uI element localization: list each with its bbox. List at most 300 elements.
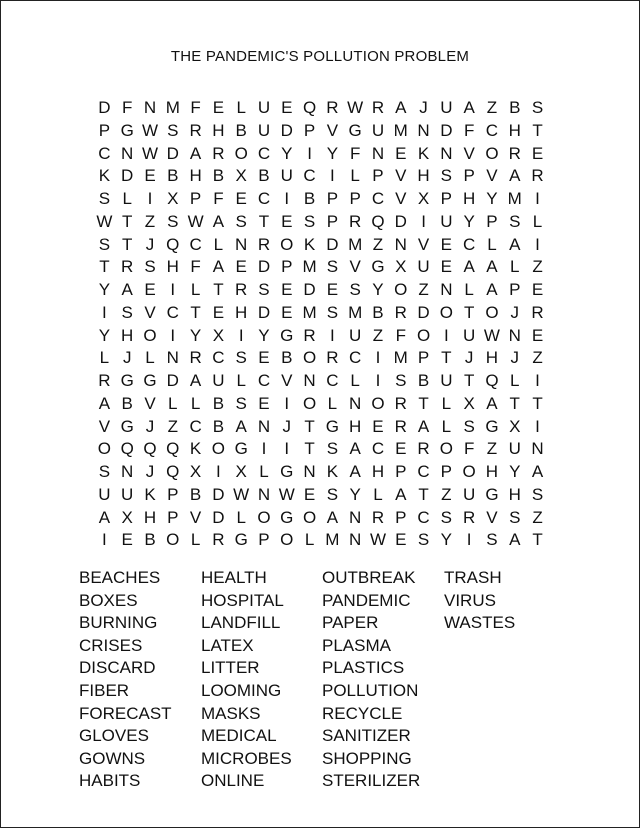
grid-letter: U [440,98,453,117]
grid-letter: W [96,211,113,231]
grid-letter: Z [532,348,543,368]
grid-letter: U [463,484,476,504]
grid-letter: S [235,211,247,231]
grid-letter: K [326,462,339,481]
grid-letter: H [349,416,362,436]
grid-letter: B [121,393,133,413]
grid-letter: M [393,348,408,368]
grid-letter: A [531,462,544,481]
grid-letter: P [281,257,293,277]
grid-letter: L [236,507,246,527]
grid-letter: A [463,98,475,117]
grid-letter: O [280,530,294,550]
grid-letter: L [304,530,315,550]
word-item: FORECAST [79,703,172,723]
word-item: CRISES [79,635,143,655]
grid-letter: I [170,280,176,299]
grid-letter: N [349,393,362,413]
grid-letter: V [144,393,156,413]
grid-letter: T [463,302,475,322]
grid-letter: X [235,166,247,186]
grid-letter: O [416,325,431,345]
grid-letter: P [258,530,270,550]
grid-row [93,256,549,279]
grid-letter: N [417,120,430,140]
grid-letter: Y [463,211,475,231]
word-item: TRASH [444,568,502,587]
grid-letter: I [147,189,153,208]
grid-letter: A [486,393,498,413]
grid-letter: L [350,166,360,186]
grid-letter: A [509,234,521,254]
grid-letter: S [167,120,179,140]
grid-letter: E [281,280,293,299]
grid-letter: P [303,120,316,140]
grid-letter: J [282,416,292,436]
grid-letter: H [212,120,225,140]
grid-letter: E [281,302,293,322]
grid-letter: O [439,439,453,459]
grid-letter: N [235,234,248,254]
grid-letter: M [348,234,363,254]
grid-letter: S [98,189,111,208]
grid-letter: K [144,484,156,504]
word-item: WASTES [444,613,516,633]
grid-letter: F [463,120,475,140]
grid-letter: E [212,98,225,117]
grid-row [93,416,549,439]
grid-letter: S [98,462,111,481]
word-column [201,567,322,793]
grid-letter: E [235,189,247,208]
grid-letter: T [190,302,201,322]
grid-letter: U [463,325,476,345]
grid-letter: Y [98,325,111,345]
grid-letter: Y [258,325,270,345]
grid-letter: I [421,211,426,231]
grid-letter: C [417,507,430,527]
grid-letter: F [463,439,475,459]
grid-letter: A [395,98,407,117]
grid-letter: I [284,189,290,208]
grid-letter: D [440,120,453,140]
grid-letter: Q [302,98,317,117]
grid-letter: P [98,120,111,140]
grid-letter: T [122,234,133,254]
grid-letter: F [213,189,224,208]
grid-letter: M [165,98,180,117]
grid-letter: G [120,371,134,390]
grid-letter: V [486,507,498,527]
grid-letter: L [441,393,452,413]
grid-letter: T [304,439,315,459]
grid-letter: S [531,484,544,504]
grid-letter: N [531,439,544,459]
grid-letter: C [189,234,202,254]
word-column [322,567,444,793]
grid-letter: V [463,143,475,163]
grid-letter: R [508,143,521,163]
grid-letter: G [234,439,248,459]
grid-letter: B [235,120,247,140]
grid-letter: E [531,143,544,163]
grid-letter: P [372,166,384,186]
grid-letter: R [326,98,339,117]
grid-letter: P [486,211,498,231]
grid-letter: G [348,120,362,140]
grid-letter: Q [166,462,180,481]
grid-letter: I [535,189,540,208]
word-item: BOXES [79,590,138,610]
grid-letter: D [166,371,179,390]
grid-letter: D [166,143,179,163]
grid-letter: Y [98,280,111,299]
grid-letter: P [440,189,453,208]
grid-letter: S [235,348,247,368]
grid-letter: Z [532,257,543,277]
word-item: LATEX [201,635,254,655]
grid-letter: P [349,189,361,208]
word-item: LANDFILL [201,613,281,633]
grid-letter: O [439,302,453,322]
grid-letter: S [395,371,407,390]
grid-letter: U [440,211,453,231]
grid-letter: F [349,143,361,163]
grid-row [93,302,549,325]
grid-letter: O [257,507,271,527]
grid-letter: U [121,484,134,504]
grid-row [93,165,549,188]
grid-letter: L [168,393,178,413]
grid-letter: W [141,143,159,163]
grid-letter: H [166,257,179,277]
grid-letter: T [532,120,543,140]
grid-letter: M [325,530,340,550]
word-item: GLOVES [79,726,149,746]
grid-letter: H [485,348,499,368]
grid-letter: R [303,325,316,345]
word-item: HABITS [79,771,141,791]
grid-letter: I [307,143,312,163]
grid-letter: R [349,211,362,231]
word-item: GOWNS [79,748,146,768]
grid-letter: C [349,348,362,368]
grid-letter: O [302,507,317,527]
grid-letter: X [167,189,179,208]
grid-letter: K [417,143,430,163]
grid-letter: D [280,120,293,140]
grid-letter: R [417,439,430,459]
grid-letter: W [187,211,204,231]
word-item: BEACHES [79,568,161,587]
grid-letter: J [464,348,474,368]
grid-letter: C [371,439,385,459]
grid-letter: Z [532,507,543,527]
grid-letter: W [233,484,250,504]
grid-letter: L [532,211,543,231]
grid-letter: V [281,371,293,390]
grid-letter: D [212,484,225,504]
grid-letter: P [463,166,475,186]
grid-row [93,279,549,302]
grid-letter: H [235,302,248,322]
grid-letter: P [440,462,453,481]
word-item: STERILIZER [322,771,421,791]
grid-letter: R [235,280,248,299]
grid-letter: A [486,280,498,299]
grid-letter: N [257,416,271,436]
grid-letter: R [257,234,271,254]
grid-letter: G [234,530,248,550]
grid-letter: U [508,439,521,459]
grid-letter: C [212,348,225,368]
grid-letter: I [216,462,221,481]
grid-letter: Z [418,280,429,299]
grid-letter: R [394,393,407,413]
grid-letter: X [395,257,407,277]
grid-letter: I [535,416,540,436]
grid-letter: R [189,348,202,368]
grid-letter: A [349,462,361,481]
grid-letter: D [212,507,225,527]
grid-letter: P [326,189,339,208]
grid-letter: R [394,416,407,436]
grid-letter: T [532,393,543,413]
grid-letter: Y [372,280,384,299]
grid-letter: O [302,348,317,368]
grid-row [93,325,549,348]
grid-letter: R [212,530,225,550]
grid-letter: A [235,416,247,436]
grid-letter: Q [166,439,180,459]
grid-letter: C [189,416,202,436]
grid-letter: V [144,302,156,322]
grid-letter: V [486,166,498,186]
grid-row [93,143,549,166]
grid-letter: C [326,371,339,390]
grid-row [93,507,549,530]
grid-letter: N [349,530,362,550]
grid-letter: Z [372,234,384,254]
grid-letter: J [145,234,155,254]
word-item: FIBER [79,680,130,700]
grid-letter: A [326,507,339,527]
grid-letter: E [372,416,384,436]
word-item: HOSPITAL [201,590,284,610]
grid-letter: U [98,484,111,504]
word-item: PAPER [322,613,379,633]
grid-letter: M [348,302,363,322]
grid-letter: R [326,348,339,368]
grid-row [93,234,549,257]
grid-letter: G [325,416,339,436]
grid-row [93,393,549,416]
grid-letter: S [326,484,339,504]
grid-letter: U [440,371,453,390]
grid-letter: E [258,348,270,368]
grid-letter: L [464,280,474,299]
word-item: ONLINE [201,771,265,791]
grid-letter: X [212,325,225,345]
grid-letter: L [236,371,246,390]
grid-letter: S [349,280,361,299]
grid-letter: I [375,348,381,368]
grid-letter: L [373,484,383,504]
grid-row [93,211,549,234]
grid-letter: B [281,348,293,368]
grid-letter: R [371,98,385,117]
grid-letter: A [189,371,202,390]
grid-letter: S [417,530,430,550]
grid-letter: W [347,98,364,117]
grid-letter: B [303,189,316,208]
grid-letter: R [212,143,225,163]
grid-letter: Z [144,211,156,231]
grid-letter: A [509,166,521,186]
grid-letter: I [535,371,540,390]
grid-letter: B [212,393,225,413]
grid-letter: D [417,302,430,322]
grid-letter: J [145,462,155,481]
grid-letter: P [167,484,179,504]
grid-letter: G [485,484,499,504]
word-item: MEDICAL [201,726,277,746]
grid-letter: V [189,507,202,527]
grid-letter: L [487,234,497,254]
grid-letter: Q [371,211,385,231]
grid-letter: L [350,371,360,390]
word-item: PANDEMIC [322,590,411,610]
grid-letter: A [212,211,225,231]
grid-letter: N [349,507,362,527]
grid-letter: R [121,257,134,277]
grid-letter: Y [349,484,361,504]
grid-letter: N [303,371,316,390]
grid-letter: V [417,234,430,254]
grid-letter: B [258,166,270,186]
grid-letter: E [440,257,453,277]
grid-letter: E [531,280,544,299]
grid-letter: C [98,143,111,163]
grid-letter: G [280,507,294,527]
grid-letter: E [395,439,407,459]
grid-letter: U [280,166,293,186]
grid-letter: Z [486,439,498,459]
grid-letter: L [327,393,338,413]
grid-letter: T [304,416,315,436]
grid-row [93,347,549,370]
grid-letter: R [531,302,544,322]
grid-letter: H [463,189,476,208]
grid-letter: O [280,234,294,254]
grid-letter: C [257,143,271,163]
grid-letter: Y [326,143,339,163]
grid-letter: I [102,302,107,322]
grid-letter: F [395,325,406,345]
grid-letter: R [531,166,544,186]
grid-letter: I [535,234,540,254]
grid-letter: T [509,393,520,413]
grid-letter: T [122,211,133,231]
grid-letter: S [98,234,111,254]
grid-letter: L [259,462,269,481]
grid-letter: U [212,371,225,390]
grid-letter: I [284,393,290,413]
grid-letter: C [463,234,476,254]
grid-letter: S [440,507,453,527]
grid-letter: C [257,371,271,390]
grid-letter: I [330,325,335,345]
grid-letter: S [463,416,475,436]
word-item: PLASMA [322,635,391,655]
grid-letter: V [349,257,361,277]
grid-letter: B [144,530,156,550]
grid-letter: B [167,166,179,186]
grid-letter: S [531,98,544,117]
grid-letter: Z [486,98,498,117]
grid-letter: P [167,507,179,527]
grid-letter: S [121,302,133,322]
grid-letter: J [419,98,428,117]
grid-letter: A [121,280,133,299]
grid-letter: H [508,484,521,504]
grid-letter: H [189,166,202,186]
grid-letter: N [508,325,521,345]
word-item: POLLUTION [322,680,419,700]
grid-letter: P [395,507,407,527]
grid-letter: P [395,462,407,481]
grid-letter: L [441,416,452,436]
grid-letter: V [395,166,407,186]
grid-letter: G [120,416,134,436]
grid-letter: Z [167,416,178,436]
word-item: OUTBREAK [322,568,416,587]
grid-letter: O [166,530,180,550]
word-column [79,567,201,793]
grid-letter: R [371,507,385,527]
grid-letter: S [326,257,339,277]
grid-letter: W [278,484,295,504]
grid-letter: A [395,484,407,504]
grid-letter: J [122,348,132,368]
grid-letter: S [303,211,316,231]
grid-letter: E [144,280,156,299]
grid-letter: E [258,393,270,413]
word-item: BURNING [79,613,158,633]
grid-letter: N [440,143,453,163]
word-item: DISCARD [79,658,156,678]
grid-letter: J [145,416,155,436]
grid-letter: J [510,348,519,368]
grid-letter: P [326,211,339,231]
grid-row [93,438,549,461]
grid-letter: O [211,439,225,459]
grid-letter: I [330,166,335,186]
grid-letter: C [417,462,430,481]
grid-letter: C [485,120,499,140]
grid-letter: O [394,280,408,299]
grid-letter: P [417,348,430,368]
grid-letter: I [102,530,107,550]
grid-letter: N [143,98,157,117]
grid-letter: T [213,280,224,299]
grid-letter: S [509,211,521,231]
grid-letter: M [507,189,522,208]
grid-letter: O [485,143,499,163]
grid-letter: Y [440,530,453,550]
grid-letter: M [302,302,317,322]
grid-letter: U [417,257,430,277]
